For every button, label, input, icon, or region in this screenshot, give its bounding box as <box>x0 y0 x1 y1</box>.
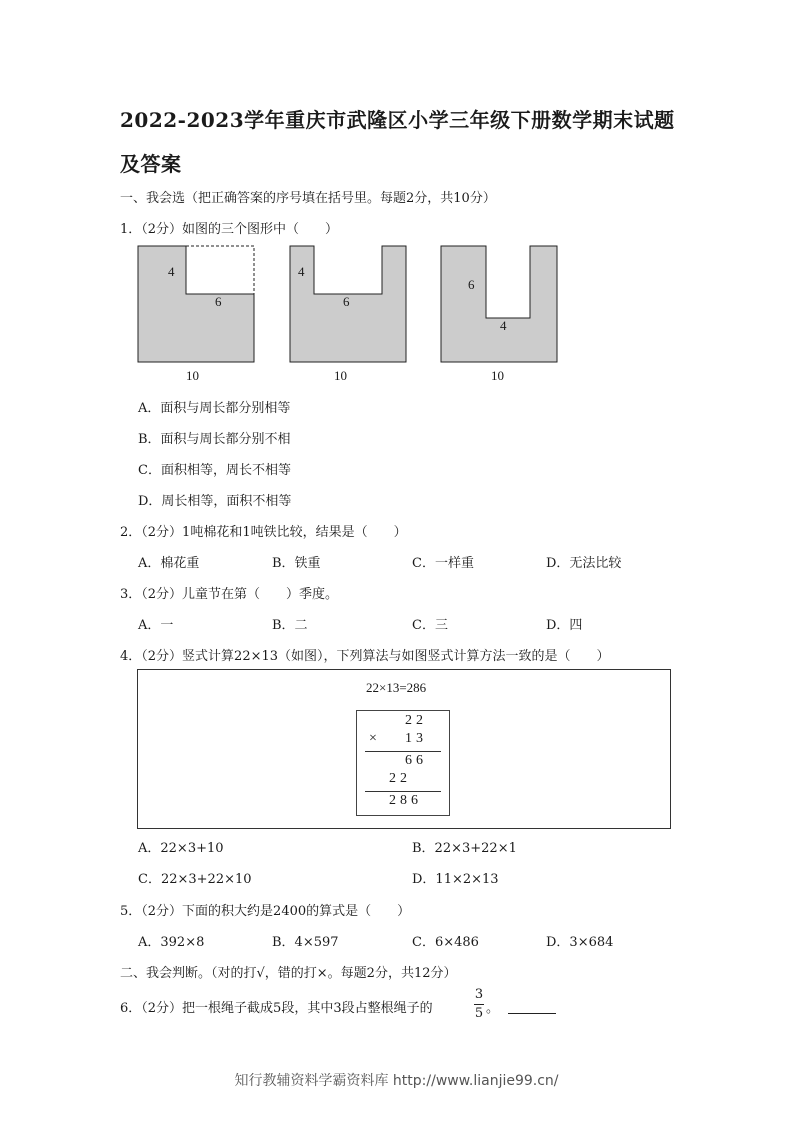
multiplier: 13 <box>405 731 427 746</box>
fraction-numerator: 3 <box>474 987 484 1002</box>
multiplicand: 22 <box>405 713 427 728</box>
q5-option-c: C．6×486 <box>412 935 479 950</box>
q2-option-d: D．无法比较 <box>546 556 622 571</box>
divider-line <box>365 791 441 792</box>
partial-product-1: 66 <box>405 753 427 768</box>
q3-option-b: B．二 <box>272 618 308 633</box>
q1-option-b: B．面积与周长都分别不相 <box>138 432 291 447</box>
figure-1-bottom-label: 10 <box>186 368 199 383</box>
figure-3-bottom-label: 10 <box>491 368 504 383</box>
figure-3-side-label: 6 <box>468 277 475 292</box>
q5-option-b: B．4×597 <box>272 935 339 950</box>
figure-1-top-label: 6 <box>215 294 222 309</box>
q1-option-d: D．周长相等，面积不相等 <box>138 494 292 509</box>
fraction-bar <box>474 1004 484 1005</box>
question-1: 1．（2分）如图的三个图形中（ ） <box>120 222 339 237</box>
q4-option-b: B．22×3+22×1 <box>412 841 517 856</box>
q5-option-d: D．3×684 <box>546 935 614 950</box>
divider-line <box>365 751 441 752</box>
q2-option-c: C．一样重 <box>412 556 474 571</box>
q2-option-a: A．棉花重 <box>138 556 200 571</box>
figure-3 <box>441 246 557 362</box>
product: 286 <box>389 793 422 808</box>
vertical-multiplication <box>356 710 450 816</box>
q3-option-a: A．一 <box>138 618 174 633</box>
page-title-continued: 及答案 <box>120 152 182 176</box>
fraction-denominator: 5 <box>474 1006 484 1021</box>
q3-option-c: C．三 <box>412 618 448 633</box>
figure-2-top-label: 6 <box>343 294 350 309</box>
figure-1-side-label: 4 <box>168 264 175 279</box>
question-5: 5．（2分）下面的积大约是2400的算式是（ ） <box>120 904 411 919</box>
q1-option-c: C．面积相等，周长不相等 <box>138 463 291 478</box>
q5-option-a: A．392×8 <box>138 935 205 950</box>
question-6: 6．（2分）把一根绳子截成5段，其中3段占整根绳子的 <box>120 1001 433 1016</box>
q4-option-c: C．22×3+22×10 <box>138 872 252 887</box>
q4-option-d: D．11×2×13 <box>412 872 499 887</box>
q4-option-a: A．22×3+10 <box>138 841 224 856</box>
figure-2-side-label: 4 <box>298 264 305 279</box>
figure-3-top-label: 4 <box>500 318 507 333</box>
section-1-heading: 一、我会选（把正确答案的序号填在括号里。每题2分，共10分） <box>120 191 496 206</box>
times-sign: × <box>369 731 381 746</box>
question-6-tail: 。 <box>486 1001 500 1016</box>
figure-2-bottom-label: 10 <box>334 368 347 383</box>
question-4: 4．（2分）竖式计算22×13（如图），下列算法与如图竖式计算方法一致的是（ ） <box>120 649 610 664</box>
section-2-heading: 二、我会判断。（对的打√，错的打×。每题2分，共12分） <box>120 966 457 981</box>
figure-1 <box>138 246 254 362</box>
q3-option-d: D．四 <box>546 618 583 633</box>
q2-option-b: B．铁重 <box>272 556 321 571</box>
q1-option-a: A．面积与周长都分别相等 <box>138 401 291 416</box>
footer-watermark: 知行教辅资料学霸资料库 http://www.lianjie99.cn/ <box>234 1073 559 1089</box>
question-2: 2．（2分）1吨棉花和1吨铁比较，结果是（ ） <box>120 525 407 540</box>
q4-equation: 22×13=286 <box>366 680 427 695</box>
partial-product-2: 22 <box>389 771 411 786</box>
page-title: 2022-2023学年重庆市武隆区小学三年级下册数学期末试题 <box>120 108 675 132</box>
question-3: 3．（2分）儿童节在第（ ）季度。 <box>120 587 339 602</box>
answer-blank[interactable] <box>508 1013 556 1014</box>
